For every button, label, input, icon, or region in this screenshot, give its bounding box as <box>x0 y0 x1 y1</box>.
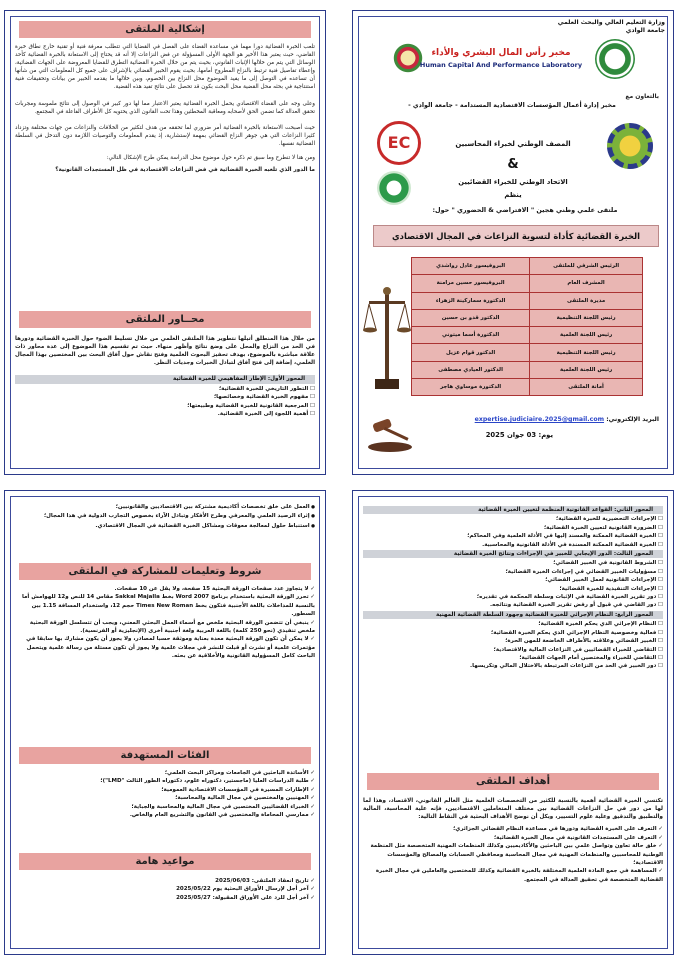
list-item: ✓ الأساتذة الباحثين في الجامعات ومراكز البحث العلمي؛ <box>15 769 315 777</box>
gear-logo-icon <box>607 123 653 169</box>
forum-title: الخبرة القضائية كأداة لتسوية النزاعات في المجال الاقتصادي <box>373 225 659 247</box>
list-item: ☐ التقاضي للخبراء والمختصين أمام الجهات القضائية؛ <box>363 654 663 662</box>
committee-role: رئيس اللجنة العلمية <box>530 327 643 344</box>
goals-list <box>353 825 673 884</box>
list-item: ✓ التعرف على الخبرة القضائية ودورها في مساعدة النظام القضائي الجزائري؛ <box>363 825 663 833</box>
list-item: ✓ الإطارات المسيرة في المؤسسات الاقتصادية العمومية؛ <box>15 786 315 794</box>
email-line <box>475 416 659 423</box>
committee-role: رئيس اللجنة التنظيمية <box>530 309 643 326</box>
list-item: ☐ الخبرة القضائية الممكنة والمسند إليها في الأدلة العلمية وفي المحاكم؛ <box>363 532 663 540</box>
list-item: ☐ الإجراءات التنفيذية للخبرة القضائية؛ <box>363 585 663 593</box>
committee-row <box>412 309 643 326</box>
committee-role: المشرف العام <box>530 275 643 292</box>
list-item: ☐ فعالية وخصوصية النظام الإجرائي الذي يحكم الخبرة القضائية؛ <box>363 629 663 637</box>
list-item: ✓ المهنيين والمختصين في مجال المالية والمحاسبة؛ <box>15 794 315 802</box>
list-item: ✓ لا يتجاوز عدد صفحات الورقة البحثية 15 صفحة، ولا يقل عن 10 صفحات. <box>15 585 315 593</box>
problem-question: ما الدور الذي تلعبه الخبرة القضائية في فض النزاعات الاقتصادية في ظل المستجدات القانونية؟ <box>55 167 315 174</box>
lab-logo-icon <box>391 41 425 75</box>
axis-4-heading: المحور الرابع: النظام الإجرائي للخبرة القضائية وجهود السلطة القضائية المهنية <box>363 611 663 619</box>
list-item: ✓ طلبة الدراسات العليا (ماجستير، دكتوراه علوم، دكتوراه الطور الثالث "LMD")؛ <box>15 777 315 785</box>
scales-of-justice-icon <box>363 283 411 393</box>
committee-row <box>412 379 643 396</box>
cover-page <box>352 10 674 475</box>
organizer-1: المصف الوطني لخبراء المحاسبين <box>455 140 571 148</box>
cooperation-lab: مخبر إدارة أعمال المؤسسات الاقتصادية المستدامة - جامعة الوادي - <box>408 102 616 109</box>
ampersand: & <box>507 157 519 172</box>
date-value: 03 جوان 2025 <box>485 431 537 439</box>
date-line <box>486 431 553 439</box>
list-item: ☐ مسؤوليات الخبير القضائي في إجراءات الخبرة القضائية؛ <box>363 568 663 576</box>
axes-page <box>352 490 674 955</box>
list-item: ✓ ممارسي المحاماة والمختصين في القانون والتشريع العام والخاص. <box>15 811 315 819</box>
committee-member: البروفيسور حسين مرامنة <box>412 275 530 292</box>
committee-member: الدكتورة سماركينة الزهراء <box>412 292 530 309</box>
committee-role: رئيس اللجنة التنظيمية <box>530 344 643 361</box>
committee-member: الدكتور قوام عزيل <box>412 344 530 361</box>
list-item: ✓ التعرف على المستجدات القانونية في مجال الخبرة القضائية؛ <box>363 834 663 842</box>
ec-logo-icon: EC <box>377 121 421 165</box>
forum-type: ملتقى علمي وطني هجين " الافتراضي & الحضوري " حول: <box>432 206 618 214</box>
axis-2-list <box>353 515 673 549</box>
list-item: ✓ تحرر الورقة البحثية باستخدام برنامج Word 2007 بخط Sakkal Majalla مقاس 14 للنص و12 للهوامش أما بالنسبة للمداخلات باللغة الأجنبية فتكون بخط Times New Roman حجم 12، واستخدام المسافة 1.15 بين السطور. <box>15 593 315 618</box>
cooperation-label: بالتعاون مع <box>625 93 659 100</box>
committee-row <box>412 292 643 309</box>
committee-row <box>412 258 643 275</box>
problem-title: إشكالية الملتقى <box>19 21 311 38</box>
terms-list <box>5 585 325 661</box>
goals-intro: تكتسي الخبرة القضائية أهمية بالنسبة للكثير من التخصصات العلمية مثل العالم القانوني، الاقتصاد، وهذا لما لها من دور في حل النزاعات القضائية بين مختلف المتعاملين الاقتصاديين، فإنه علية المحاسبة، المالية والتطبيق والتدقيق وعلية علوم التسيير، وبكل أن نوضح الأهداف البحثية في النقاط التالية: <box>363 798 663 821</box>
list-item: ✓ آخر أجل لإرسال الأوراق البحثية يوم 2025/05/22 <box>15 885 315 893</box>
organizer-2: الاتحاد الوطني للخبراء القضائيين <box>458 178 568 186</box>
objectives-continued-list <box>5 503 325 531</box>
list-item: ☐ الضرورة القانونية لتعيين الخبرة القضائية؛ <box>363 524 663 532</box>
list-item: ☐ الإجراءات القانونية لعمل الخبير القضائي؛ <box>363 576 663 584</box>
axis-2-heading: المحور الثاني: القواعد القانونية المنظمة لتعيين الخبرة القضائية <box>363 506 663 514</box>
list-item: ✓ آخر أجل للرد على الأوراق المقبولة: 2025/05/27 <box>15 894 315 902</box>
goals-title: أهداف الملتقى <box>367 773 659 790</box>
problem-paragraph-4: ومن هنا لا تنطرح وما سبق تم ذكره حول موضوع محل الدراسة يمكن طرح الإشكال التالي: <box>106 155 315 162</box>
list-item: ✓ تاريخ انعقاد الملتقى: 2025/06/03 <box>15 877 315 885</box>
axis-1-heading: المحور الأول: الإطار المفاهيمي للخبرة القضائية <box>15 375 315 383</box>
list-item: ☐ الخبير القضائي وعلاقته بالأطراف الخاضعة للمهن الحرة؛ <box>363 637 663 645</box>
axis-1-list <box>5 385 325 419</box>
email-link[interactable]: expertise.judiciaire.2025@gmail.com <box>474 416 605 423</box>
axes-title: محــاور الملتقى <box>19 311 311 328</box>
cooperation-block <box>365 101 659 110</box>
committee-member: الدكتورة أسما ميتوني <box>412 327 530 344</box>
problem-paragraph-2: وعلى وجه على القضاء الاقتصادي يحمل الخبرة القضائية يعتبر الاعتبار مما لها دور كبير في الوصول إلى نتائج ملموسة ومجربات تحقق العدالة كما تضمن الحق لأصحابه ومعاقبة المخطئين وهذا تحت القانون الذي يحتويه كل الأطراف الفاعلة في المجتمع. <box>15 100 315 115</box>
date-label: يوم: <box>538 431 553 439</box>
list-item: ☐ الإجراءات التحضيرية للخبرة القضائية؛ <box>363 515 663 523</box>
axis-4-list <box>353 620 673 670</box>
terms-title: شروط وتعليمات للمشاركة في الملتقى <box>19 563 311 580</box>
committee-role: الرئيس الشرفي للملتقى <box>530 258 643 275</box>
axis-3-heading: المحور الثالث: الدور الإيجابي للخبير في الإجراءات ونتائج الخبرة القضائية <box>363 550 663 558</box>
list-item: ☐ التقاضي للخبراء القضائيين في النزاعات المالية والاقتصادية؛ <box>363 646 663 654</box>
important-dates-list <box>5 877 325 902</box>
list-item: ☐ دور الخبير في الحد من النزاعات المرتبطة بالاختلال المالي وتكريسها. <box>363 662 663 670</box>
list-item: ● العمل على خلق تخصصات أكاديمية مشتركة بين الاقتصاديين والقانونيين؛ <box>15 503 315 512</box>
list-item: ✓ خلق حالة تعاون وتواصل علمي بين الباحثين والأكاديميين وكذلك المنظمات المهنية المتخصصة مثل المنظمة الوطنية للمحاسبين والمنظمات المهنية في مجال المحاسبة ومحافظي الحسابات والمصالح والمؤسسات الاقتصادية؛ <box>363 842 663 867</box>
committee-row <box>412 361 643 378</box>
university-name: جامعة الوادي <box>625 27 665 34</box>
university-logo-icon <box>595 39 635 79</box>
problem-paragraph-1: تلعب الخبرة القضائية دورا مهما في مساعدة القضاء على الفصل في القضايا التي تتطلب معرفة فنية أو تقنية خارج نطاق خبرة القاضي، حيث يعتبر هذا الأخير هو الجهة الأولى المسؤولة عن فض النزاعات إلا أنه قد يحتاج إلى الاستعانة بالخبرة القضائية كأحد الوسائل التي يتم من خلالها الإثبات القانوني، بحيث يتم من خلال الخبرة القضائية التطرق للقضايا المعروضة على الجهات القضائية، وإعطاء تفاصيل فنية ترتبط بالنزاع المطروح أمامها، بحيث يقوم الخبير القضائي بالإشراف على جميع كل المعلومات التي من شأنها أن تساعده في التوصل إلى ما يفيد الموضوع محل النزاع بين الخصوم، وبين خلالها ما يقدمه الخبير من بيانات وتحقيقات فنية استنتاجية في بحثه محل القضية محل البحث بكون قد تحصل على نتائج تفيد هذه القضية. <box>15 44 315 91</box>
gavel-icon <box>365 413 415 453</box>
committee-member: الدكتور العيادي مصطفى <box>412 361 530 378</box>
lab-name-en: Human Capital And Performance Laboratory <box>419 61 583 69</box>
ministry-name: وزارة التعليم العالي والبحث العلمي <box>557 19 665 26</box>
committee-role: أمانة الملتقى <box>530 379 643 396</box>
list-item: ✓ الخبراء القضائيين المختصين في مجال المالية والمحاسبة والجباية؛ <box>15 803 315 811</box>
lab-name-ar: مخبر رأس المال البشري والأداء <box>431 48 571 58</box>
list-item: ☐ التطور التاريخي للخبرة القضائية؛ <box>15 385 315 393</box>
committee-role: مديرة الملتقى <box>530 292 643 309</box>
list-item: ✓ لا يمكن أن تكون الورقة البحثية معدة بعناية وموثقة حسبا لمصادر، ولا يجوز أن يكون مشارك بها سابقا في مؤتمرات علمية أو نشرت أو قبلت للنشر في مجلات علمية ولا يجوز أن تكون مستلة من رسالة علمية ويتحمل الباحث كامل المسؤولية القانونية والأخلاقية عن بحثه. <box>15 635 315 660</box>
email-label: البريد الإلكتروني: <box>606 416 659 423</box>
list-item: ☐ مفهوم الخبرة القضائية وخصائصها؛ <box>15 393 315 401</box>
list-item: ☐ المرجعية القانونية للخبرة القضائية وطبيعتها؛ <box>15 402 315 410</box>
list-item: ● إثراء الرصيد العلمي والمعرفي وطرح الأفكار وتبادل الآراء بخصوص التجارب الدولية في هذا المجال؛ <box>15 512 315 521</box>
committee-member: الدكتور قدو بن حسين <box>412 309 530 326</box>
ministry-header <box>485 19 665 35</box>
dates-title: مواعيد هامة <box>19 853 311 870</box>
list-item: ✓ المساهمة في جمع المادة العلمية المختلفة بالخبرة القضائية وكذلك للمختصين والعاملين في مجال الخبرة القضائية المتخصصة في تحقيق العدالة في المجتمع. <box>363 867 663 884</box>
organize-word: ينظم <box>504 191 522 199</box>
list-item: ✓ ينبغي أن تتضمن الورقة البحثية ملخص مع أسماء العمل البحثي المعني، ويجب أن تتسلسل الورقة البحثية ملخص تنفيذي (نحو 250 كلمة) باللغة العربية ولغة أجنبية أخرى (الإنجليزية أو الفرنسية). <box>15 619 315 636</box>
terms-page <box>4 490 326 955</box>
union-logo-icon <box>377 171 411 205</box>
committee-table <box>411 257 643 396</box>
list-item: ☐ الشروط القانونية في الخبير القضائي؛ <box>363 559 663 567</box>
list-item: ☐ النظام الإجرائي الذي يحكم الخبرة القضائية؛ <box>363 620 663 628</box>
committee-row <box>412 327 643 344</box>
axis-3-list <box>353 559 673 609</box>
list-item: ● استنباط حلول لمعالجة معوقات ومشاكل الخبرة القضائية في المجال الاقتصادي. <box>15 522 315 531</box>
list-item: ☐ الخبرة القضائية الممكنة المسندة في الأدلة القانونية والمحاسبية. <box>363 541 663 549</box>
committee-member: البروفيسور عادل رواشدي <box>412 258 530 275</box>
list-item: ☐ دور القاضي في قبول أو رفض تقرير الخبرة القضائية ونتائجه. <box>363 601 663 609</box>
committee-role: رئيس اللجنة العلمية <box>530 361 643 378</box>
problem-page <box>4 10 326 475</box>
list-item: ☐ دور تقرير الخبرة القضائية في الإثبات وسلطة المحكمة في تقديره؛ <box>363 593 663 601</box>
axes-intro: من خلال هذا المنطلق أتيلها نتطوير هذا الملتقى العلمي من خلال تسليط الضوء حول الخبرة القضائية ودورها في الحد من النزاع والمحل على وضع نتائج وأظهر منهاء. حيث تم تقسيم هذا الموضوع إلى عدة محاور ذات علاقة مباشرة بالموضوع، بهدف تحفيز البحوث العلمية وفتح نقاش حول آفاق البحث بين المختصين بهذا المجال العلمي، إضافة إلى فتح آفاق لتبادل الخبرات وجديات النظر. <box>15 336 315 367</box>
committee-member: الدكتورة موساوي هاجر <box>412 379 530 396</box>
problem-paragraph-3: حيث أصبحت الاستعانة بالخبرة القضائية أمر ضروري لما تحققه من هدف لتكثير من الخلافات والنزاعات من جهات مختلفة وتزداد كثيرا النزاعات التي هي جوهر النزاع القضائي بمهمة لإستشارية، إذ يقدم المعلومات والتوصيات اللازمة دون التدخل في السلطة القضائية نفسها. <box>15 124 315 147</box>
list-item: ☐ أهمية اللجوء إلى الخبرة القضائية. <box>15 410 315 418</box>
committee-row <box>412 275 643 292</box>
target-list <box>5 769 325 819</box>
target-title: الفئات المستهدفة <box>19 747 311 764</box>
committee-row <box>412 344 643 361</box>
